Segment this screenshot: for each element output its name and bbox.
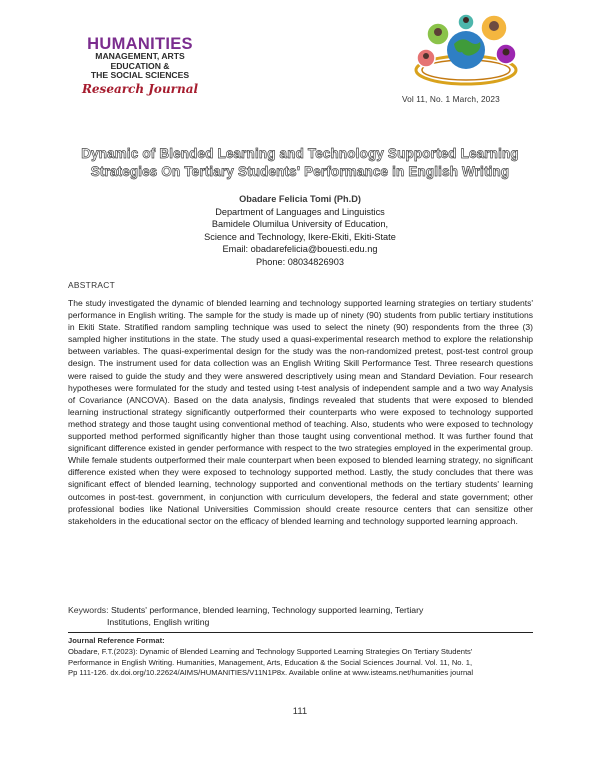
abstract-heading: ABSTRACT bbox=[68, 280, 116, 290]
keywords-line-1: Students' performance, blended learning, Technology supported learning, Tertiary bbox=[108, 605, 424, 615]
paper-title bbox=[40, 145, 560, 181]
author-name: Obadare Felicia Tomi (Ph.D) bbox=[239, 194, 361, 204]
section-divider bbox=[68, 632, 533, 633]
paper-title-line-2: Strategies On Tertiary Students' Performance in English Writing bbox=[90, 164, 510, 179]
author-phone: Phone: 08034826903 bbox=[256, 256, 344, 267]
logo-subtitle-2: EDUCATION & bbox=[110, 60, 170, 71]
journal-reference-line-1: Obadare, F.T.(2023): Dynamic of Blended Learning and Technology Supported Learning Strategies On Tertiary Students' bbox=[68, 646, 473, 656]
logo-title: HUMANITIES bbox=[87, 35, 193, 53]
journal-reference-label: Journal Reference Format: bbox=[68, 636, 165, 645]
issue-info: Vol 11, No. 1 March, 2023 bbox=[402, 94, 500, 104]
logo-subtitle-3: THE SOCIAL SCIENCES bbox=[90, 70, 190, 80]
logo-script: Research Journal bbox=[81, 81, 199, 96]
journal-reference-line-2: Performance in English Writing. Humanities, Management, Arts, Education & the Social Sciences Journal. Vol. 11, No. 1, bbox=[68, 657, 473, 667]
journal-reference-line-3: Pp 111-126. dx.doi.org/10.22624/AIMS/HUMANITIES/V11N1P8x. Available online at www.isteams.net/humanities journal bbox=[68, 668, 474, 678]
author-university-2: Science and Technology, Ikere-Ekiti, Ekiti-State bbox=[204, 231, 396, 242]
author-department: Department of Languages and Linguistics bbox=[215, 206, 385, 217]
journal-reference bbox=[68, 636, 538, 679]
keywords-label: Keywords: bbox=[68, 605, 109, 615]
author-block bbox=[100, 193, 500, 268]
keywords-line-2: Institutions, English writing bbox=[107, 617, 210, 627]
keywords-block bbox=[68, 604, 533, 628]
logo-subtitle-1: MANAGEMENT, ARTS bbox=[95, 51, 185, 61]
page-number: 111 bbox=[292, 706, 308, 717]
author-email: Email: obadarefelicia@bouesti.edu.ng bbox=[222, 244, 378, 254]
journal-logo bbox=[70, 36, 210, 96]
journal-emblem-icon bbox=[408, 10, 524, 90]
abstract-body: The study investigated the dynamic of blended learning and technology supported learning strategies on tertiary students' performance in English writing. The sample for the study is made up of ninety (90) students from public tertiary institutions in Ekiti State. Stratified random sampling technique was used to select the ninety (90) respondents from the three (3) sampled higher institutions in the state. The study used a quasi-experimental research method to explore the relationship between variables. The quasi-experimental design for the study was the non-randomized pretest, post-test control group design. The instrument used for data collection was an English Writing Skill Performance Test. Three research questions were raised to guide the study and they were answered descriptively using mean and Standard Deviation. Four research hypotheses were formulated for the study and tested using t-test analysis of independent sample and a two way Analysis of Covariance (ANCOVA). Based on the data analysis, findings revealed that students that were exposed to blended learning instructional strategy significantly outperformed their counterparts who were exposed to technology supported method strategy and those taught using conventional method of teaching. Also, students who were exposed to technology supported method performed significantly higher than those taught using conventional method. It was further found that significant difference existed in gender performance with respect to the two strategies employed in the experimental group. While female students outperformed their male counterpart when been exposed to blended learning strategy, no significant difference existed when they were exposed to technology supported method. Lastly, the study concludes that there was significant effect of blended learning, technology supported and conventional methods on the tertiary students' learning outcomes in post-test. government, in conjunction with curriculum developers, the federal and state government; other professional bodies like National Universities Commission should create resource centers that can sensitize other stakeholders in the educational sector on the efficacy of blended learning and technology supported learning approach. bbox=[68, 298, 533, 526]
paper-title-line-1: Dynamic of Blended Learning and Technology Supported Learning bbox=[81, 146, 519, 161]
journal-masthead bbox=[0, 0, 600, 110]
author-university-1: Bamidele Olumilua University of Education, bbox=[211, 219, 389, 229]
